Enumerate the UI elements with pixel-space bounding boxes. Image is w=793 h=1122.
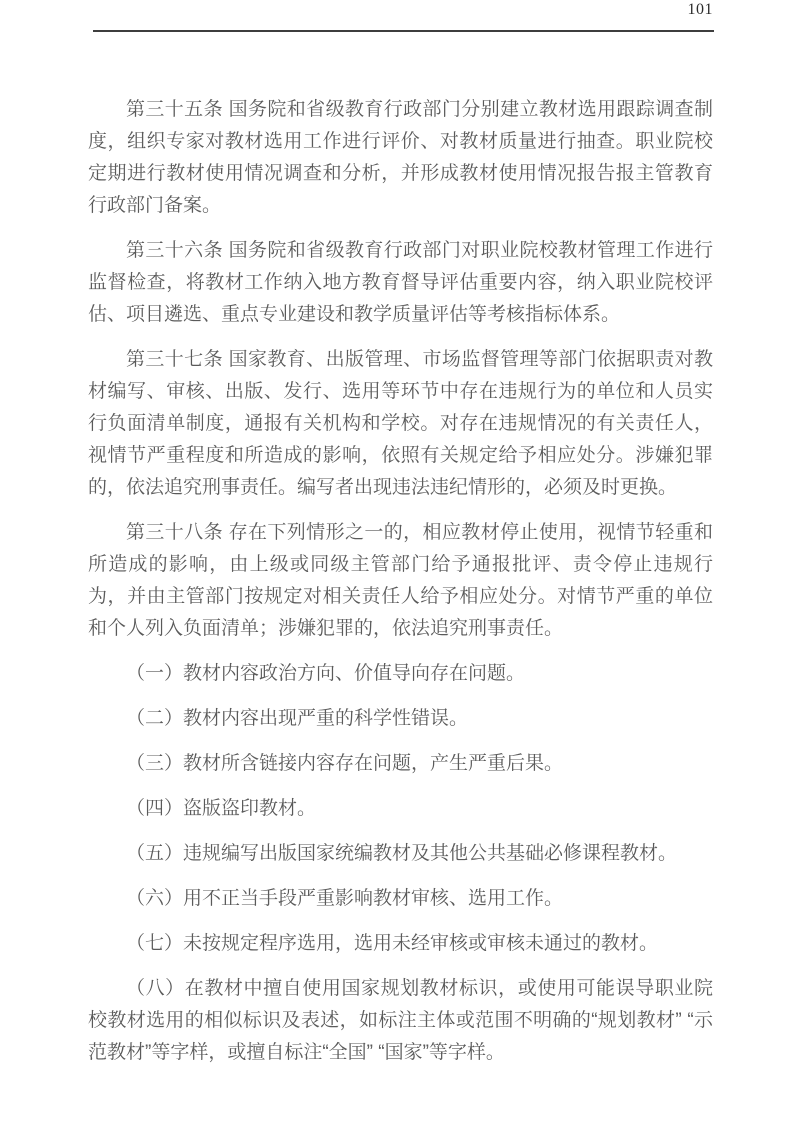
list-item-6: （六）用不正当手段严重影响教材审核、选用工作。 xyxy=(126,888,564,909)
list-item-5: （五）违规编写出版国家统编教材及其他公共基础必修课程教材。 xyxy=(126,843,678,864)
page-number: 101 xyxy=(687,1,713,18)
paragraph-article-35: 第三十五条 国务院和省级教育行政部门分别建立教材选用跟踪调查制度，组织专家对教材选用工作进行评价、对教材质量进行抽查。职业院校定期进行教材使用情况调查和分析，并形成教材使用情况报告报主管教育行政部门备案。 xyxy=(88,99,713,216)
list-item-4: （四）盗版盗印教材。 xyxy=(126,798,317,819)
document-body xyxy=(88,94,713,1082)
list-item-3: （三）教材所含链接内容存在问题，产生严重后果。 xyxy=(126,753,564,774)
paragraph-article-38: 第三十八条 存在下列情形之一的，相应教材停止使用，视情节轻重和所造成的影响，由上级或同级主管部门给予通报批评、责令停止违规行为，并由主管部门按规定对相关责任人给予相应处分。对情节严重的单位和个人列入负面清单；涉嫌犯罪的，依法追究刑事责任。 xyxy=(88,522,713,639)
list-item-8: （八）在教材中擅自使用国家规划教材标识，或使用可能误导职业院校教材选用的相似标识及表述，如标注主体或范围不明确的“规划教材” “示范教材”等字样，或擅自标注“全国” “国家”等字样。 xyxy=(88,978,713,1063)
paragraph-article-37: 第三十七条 国家教育、出版管理、市场监督管理等部门依据职责对教材编写、审核、出版、发行、选用等环节中存在违规行为的单位和人员实行负面清单制度，通报有关机构和学校。对存在违规情况的有关责任人，视情节严重程度和所造成的影响，依照有关规定给予相应处分。涉嫌犯罪的，依法追究刑事责任。编写者出现违法违纪情形的，必须及时更换。 xyxy=(88,349,713,498)
header-rule xyxy=(93,30,714,32)
list-item-7: （七）未按规定程序选用，选用未经审核或审核未通过的教材。 xyxy=(126,933,659,954)
list-item-1: （一）教材内容政治方向、价值导向存在问题。 xyxy=(126,663,526,684)
paragraph-article-36: 第三十六条 国务院和省级教育行政部门对职业院校教材管理工作进行监督检查，将教材工作纳入地方教育督导评估重要内容，纳入职业院校评估、项目遴选、重点专业建设和教学质量评估等考核指标体系。 xyxy=(88,240,713,325)
list-item-2: （二）教材内容出现严重的科学性错误。 xyxy=(126,708,469,729)
